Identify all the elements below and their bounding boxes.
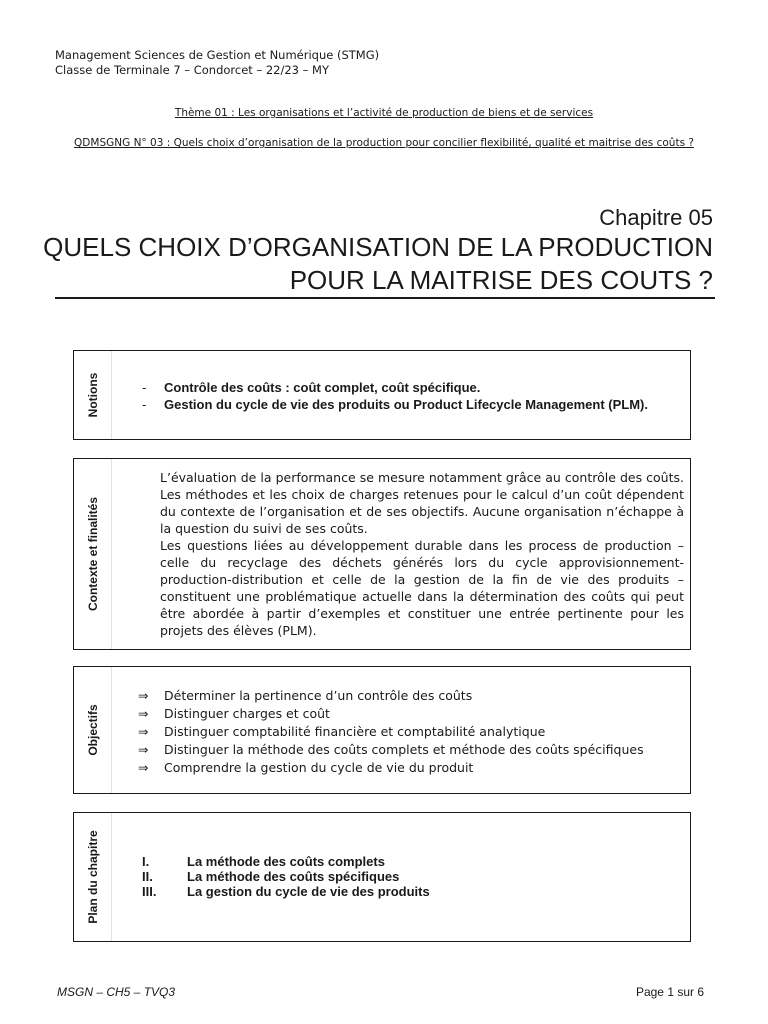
notions-box (73, 350, 691, 440)
objectif-item-text: Distinguer la méthode des coûts complets et méthode des coûts spécifiques (164, 742, 644, 757)
contexte-label: Contexte et finalités (85, 496, 100, 612)
header-line-1: Management Sciences de Gestion et Numérique (STMG) (55, 48, 380, 62)
plan-item-text: La gestion du cycle de vie des produits (187, 884, 430, 899)
objectifs-list (138, 687, 684, 777)
objectifs-label: Objectifs (85, 704, 100, 756)
chapter-title-line-1: QUELS CHOIX D’ORGANISATION DE LA PRODUCTION (43, 232, 713, 262)
plan-item-text: La méthode des coûts complets (187, 854, 385, 869)
plan-item (142, 869, 684, 884)
plan-label: Plan du chapitre (85, 830, 100, 924)
arrow-right-icon: ⇒ (138, 688, 149, 703)
plan-item (142, 884, 684, 899)
question-line: QDMSGNG N° 03 : Quels choix d’organisation de la production pour concilier flexibilité, qualité et maitrise des coûts ? (74, 137, 694, 149)
objectif-item-text: Distinguer charges et coût (164, 706, 330, 721)
plan-item-number: I. (142, 854, 150, 869)
plan-item-number: II. (142, 869, 153, 884)
contexte-paragraph-2: Les questions liées au développement durable dans les process de production – celle du recyclage des déchets générés lors du cycle approvisionnement-production-distribution et celle de la gestion de la fin de vie des produits – constituent une problématique actuelle dans la détermination des coûts qui peut être abordée à partir d’exemples et constituer une entrée pertinente pour les projets des élèves (PLM). (160, 538, 684, 638)
plan-item-text: La méthode des coûts spécifiques (187, 869, 400, 884)
objectif-item (138, 723, 684, 741)
dash-marker: - (142, 380, 147, 395)
theme-line: Thème 01 : Les organisations et l’activité de production de biens et de services (174, 107, 594, 119)
arrow-right-icon: ⇒ (138, 706, 149, 721)
arrow-right-icon: ⇒ (138, 760, 149, 775)
plan-list (142, 854, 684, 899)
objectif-item (138, 759, 684, 777)
objectif-item-text: Déterminer la pertinence d’un contrôle des coûts (164, 688, 473, 703)
objectif-item (138, 741, 684, 759)
contexte-tab (74, 459, 112, 649)
chapter-title-line-2: POUR LA MAITRISE DES COUTS ? (289, 265, 713, 295)
plan-tab (74, 813, 112, 941)
notions-item-text: Gestion du cycle de vie des produits ou Product Lifecycle Management (PLM). (164, 397, 648, 412)
contexte-paragraph-1: L’évaluation de la performance se mesure notamment grâce au contrôle des coûts. Les méthodes et les choix de charges retenues pour le calcul d’un coût dépendent du contexte de l’organisation et de ses objectifs. Aucune organisation n’échappe à la question du suivi de ses coûts. (160, 470, 684, 536)
notions-tab (74, 351, 112, 439)
notions-label: Notions (85, 372, 100, 418)
header-line-2: Classe de Terminale 7 – Condorcet – 22/23 – MY (55, 63, 330, 77)
objectif-item-text: Comprendre la gestion du cycle de vie du produit (164, 760, 474, 775)
title-divider (55, 297, 715, 299)
objectif-item-text: Distinguer comptabilité financière et comptabilité analytique (164, 724, 546, 739)
footer-reference: MSGN – CH5 – TVQ3 (57, 985, 176, 999)
document-header (55, 48, 379, 78)
plan-item-number: III. (142, 884, 157, 899)
chapter-number: Chapitre 05 (599, 205, 713, 230)
arrow-right-icon: ⇒ (138, 742, 149, 757)
objectif-item (138, 687, 684, 705)
contexte-text (160, 469, 684, 639)
notions-item (142, 396, 684, 413)
dash-marker: - (142, 397, 147, 412)
notions-list (142, 379, 684, 413)
page-number: Page 1 sur 6 (635, 985, 704, 999)
plan-item (142, 854, 684, 869)
plan-box (73, 812, 691, 942)
arrow-right-icon: ⇒ (138, 724, 149, 739)
objectif-item (138, 705, 684, 723)
notions-item-text: Contrôle des coûts : coût complet, coût spécifique. (164, 380, 481, 395)
objectifs-box (73, 666, 691, 794)
objectifs-tab (74, 667, 112, 793)
contexte-box (73, 458, 691, 650)
notions-item (142, 379, 684, 396)
